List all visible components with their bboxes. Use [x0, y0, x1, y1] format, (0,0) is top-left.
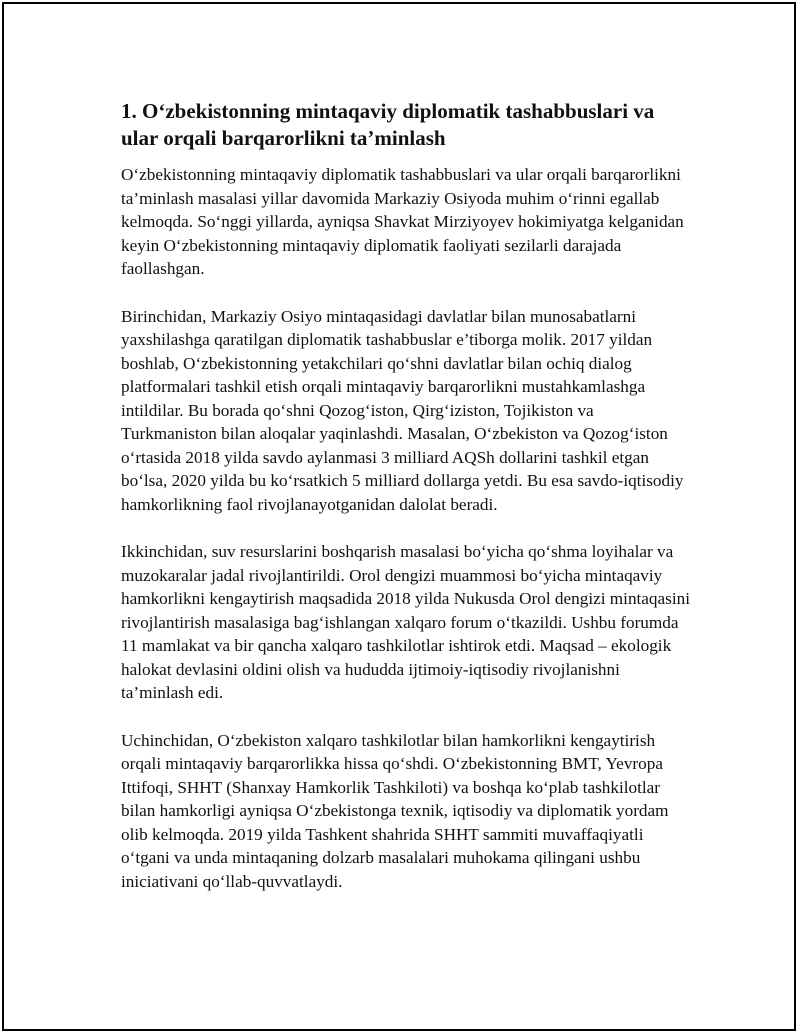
paragraph-first: Birinchidan, Markaziy Osiyo mintaqasidagi davlatlar bilan munosabatlarni yaxshilashga qaratilgan diplomatik tashabbuslar e’tiborga molik. 2017 yildan boshlab, O‘zbekistonning yetakchilari qo‘shni davlatlar bilan ochiq dialog platformalari tashkil etish orqali mintaqaviy barqarorlikni mustahkamlashga intildilar. Bu borada qo‘shni Qozog‘iston, Qirg‘iziston, Tojikiston va Turkmaniston bilan aloqalar yaqinlashdi. Masalan, O‘zbekiston va Qozog‘iston o‘rtasida 2018 yilda savdo aylanmasi 3 milliard AQSh dollarini tashkil etgan bo‘lsa, 2020 yilda bu ko‘rsatkich 5 milliard dollarga yetdi. Bu esa savdo-iqtisodiy hamkorlikning faol rivojlanayotganidan dalolat beradi.: [121, 306, 684, 514]
page-frame: [2, 2, 796, 1031]
paragraph-third: Uchinchidan, O‘zbekiston xalqaro tashkilotlar bilan hamkorlikni kengaytirish orqali mintaqaviy barqarorlikka hissa qo‘shdi. O‘zbekistonning BMT, Yevropa Ittifoqi, SHHT (Shanxay Hamkorlik Tashkiloti) va boshqa ko‘plab tashkilotlar bilan hamkorligi ayniqsa O‘zbekistonga texnik, iqtisodiy va diplomatik yordam olib kelmoqda. 2019 yilda Tashkent shahrida SHHT sammiti muvaffaqiyatli o‘tgani va unda mintaqaning dolzarb masalalari muhokama qilingani ushbu iniciativani qo‘llab-quvvatlaydi.: [121, 730, 669, 891]
document-body: [121, 98, 693, 917]
paragraph-second: Ikkinchidan, suv resurslarini boshqarish masalasi bo‘yicha qo‘shma loyihalar va muzokaralar jadal rivojlantirildi. Orol dengizi muammosi bo‘yicha mintaqaviy hamkorlikni kengaytirish maqsadida 2018 yilda Nukusda Orol dengizi mintaqasini rivojlantirish masalasiga bag‘ishlangan xalqaro forum o‘tkazildi. Ushbu forumda 11 mamlakat va bir qancha xalqaro tashkilotlar ishtirok etdi. Maqsad – ekologik halokat devlasini oldini olish va hududda ijtimoiy-iqtisodiy rivojlanishni ta’minlash edi.: [121, 542, 690, 702]
paragraph-intro: O‘zbekistonning mintaqaviy diplomatik tashabbuslari va ular orqali barqarorlikni ta’minlash masalasi yillar davomida Markaziy Osiyoda muhim o‘rinni egallab kelmoqda. So‘nggi yillarda, ayniqsa Shavkat Mirziyoyev hokimiyatga kelganidan keyin O‘zbekistonning mintaqaviy diplomatik faoliyati sezilarli darajada faollashgan.: [121, 165, 684, 278]
section-heading: 1. O‘zbekistonning mintaqaviy diplomatik tashabbuslari va ular orqali barqarorlikni ta’minlash: [121, 99, 655, 150]
